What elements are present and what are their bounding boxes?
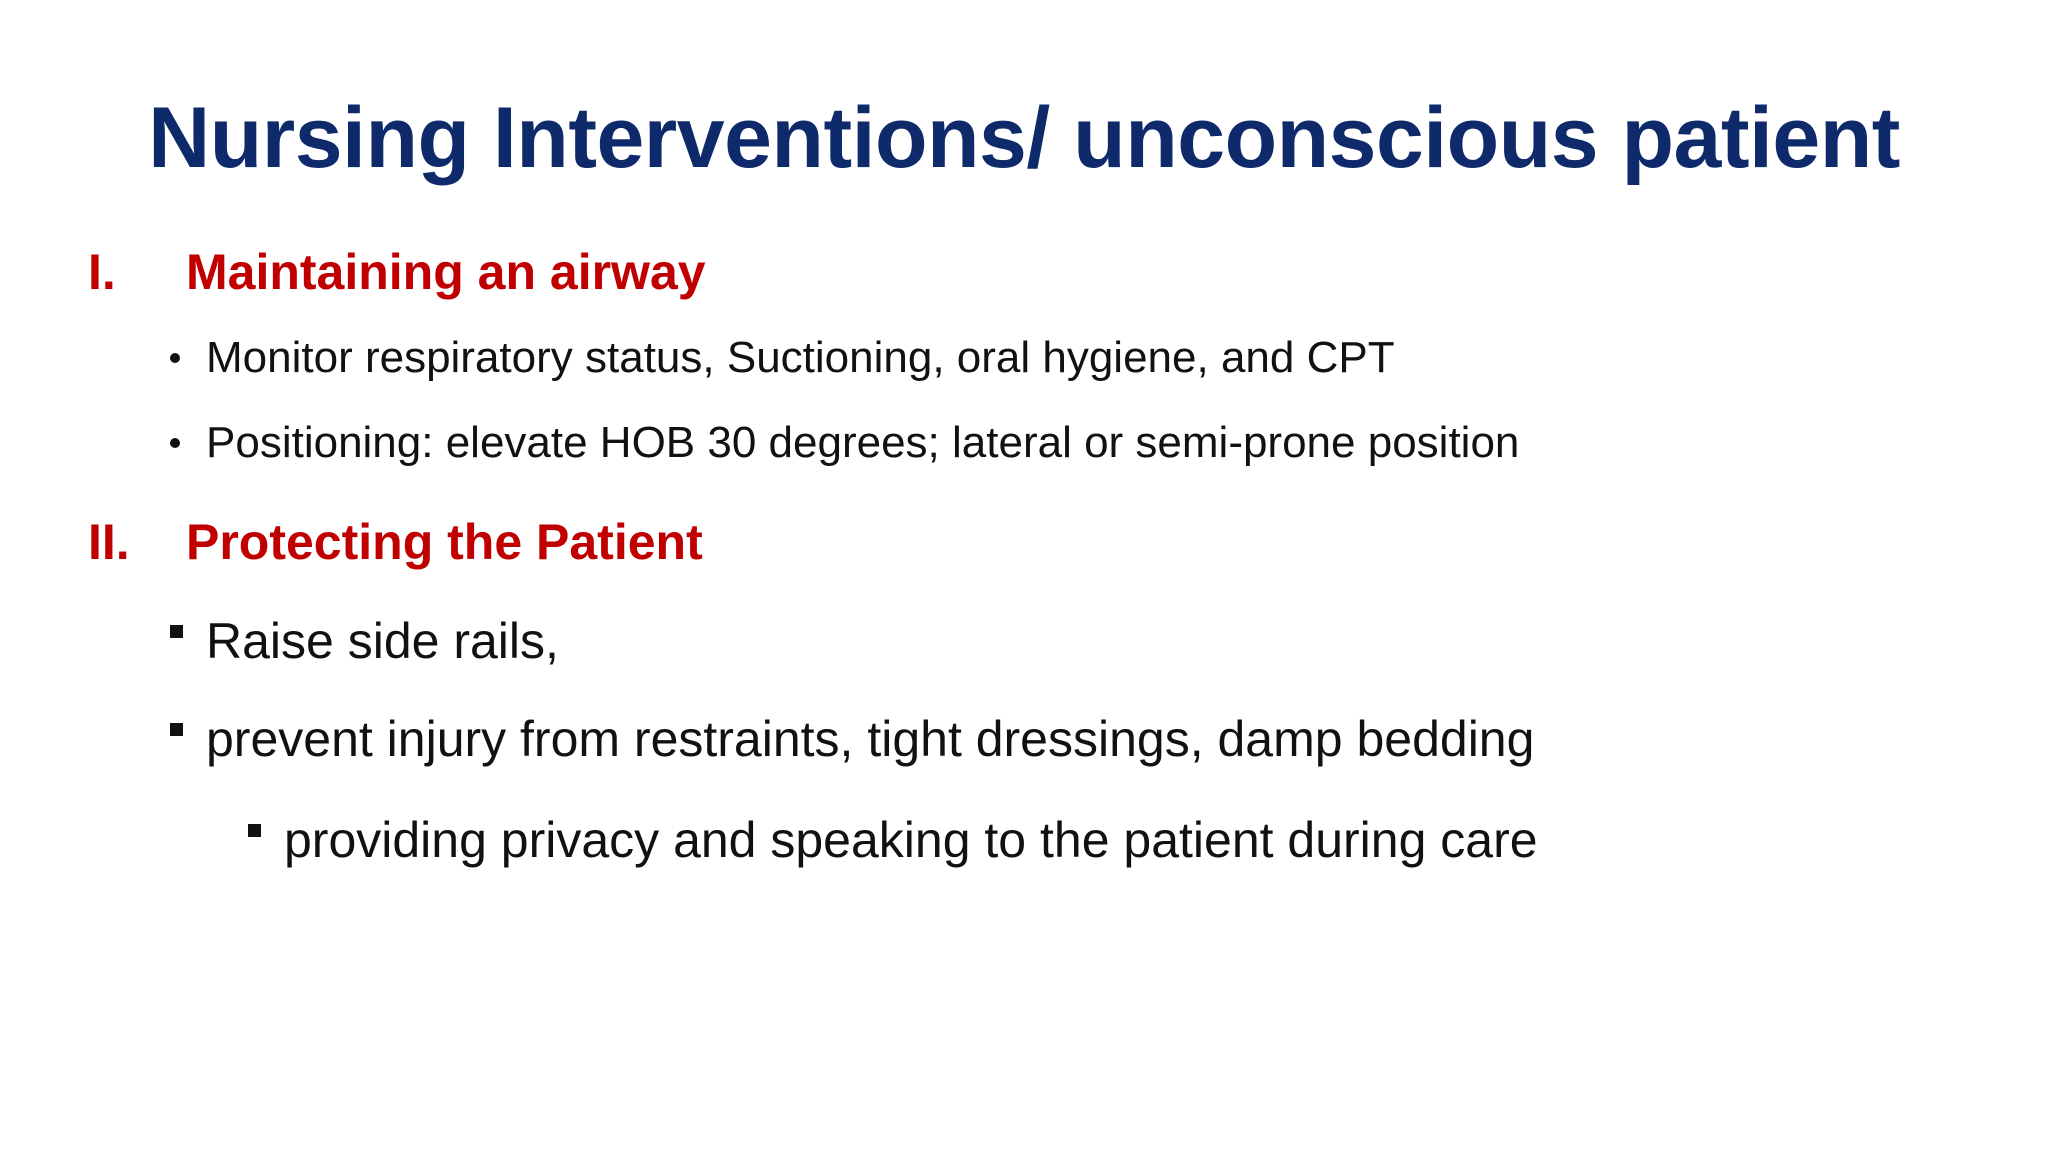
section-title-2: Protecting the Patient bbox=[186, 514, 703, 570]
list-item: prevent injury from restraints, tight dressings, damp bedding bbox=[206, 711, 1535, 767]
square-bullet-icon bbox=[248, 824, 261, 837]
square-bullet-icon bbox=[170, 723, 183, 736]
bullet-icon bbox=[170, 353, 180, 363]
list-item: Positioning: elevate HOB 30 degrees; lateral or semi-prone position bbox=[206, 418, 1520, 467]
bullet-icon bbox=[170, 438, 180, 448]
section-title-1: Maintaining an airway bbox=[186, 244, 706, 300]
list-item: providing privacy and speaking to the patient during care bbox=[284, 812, 1538, 868]
square-bullet-icon bbox=[170, 625, 183, 638]
section-number-2: II. bbox=[88, 514, 130, 570]
slide-title: Nursing Interventions/ unconscious patient bbox=[148, 90, 1900, 186]
list-item: Raise side rails, bbox=[206, 613, 559, 669]
section-number-1: I. bbox=[88, 244, 116, 300]
list-item: Monitor respiratory status, Suctioning, oral hygiene, and CPT bbox=[206, 333, 1395, 382]
